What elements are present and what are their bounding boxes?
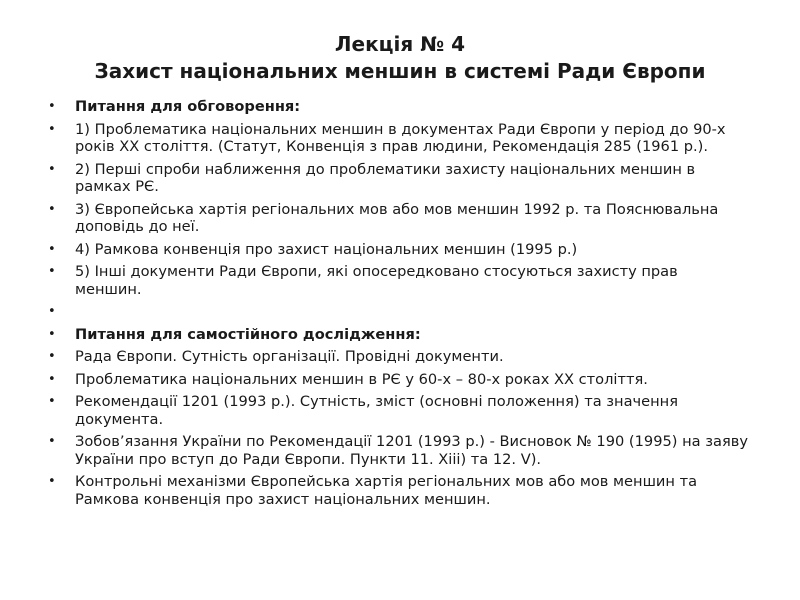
bullet-icon: • (48, 371, 56, 387)
bullet-icon: • (48, 201, 56, 217)
bullet-icon: • (48, 326, 56, 342)
bullet-icon: • (48, 121, 56, 137)
list-item-topic-1 (48, 348, 748, 366)
bullet-icon: • (48, 474, 56, 489)
bullet-icon: • (48, 349, 56, 364)
bullet-icon: • (48, 241, 56, 257)
list-item-empty (48, 303, 748, 321)
list-item-text: Рекомендації 1201 (1993 р.). Сутність, зміст (основні положення) та значення документа. (75, 393, 678, 428)
list-item-text: 3) Європейська хартія регіональних мов або мов меншин 1992 р. та Пояснювальна доповідь до неї. (75, 200, 719, 235)
list-item-self-study-heading (48, 326, 748, 344)
list-item-text: Проблематика національних меншин в РЄ у 60-х – 80-х роках ХХ століття. (75, 370, 648, 388)
bullet-icon: • (48, 161, 56, 177)
list-item-question-3 (48, 201, 748, 236)
list-item-text: Рада Європи. Сутність організації. Провідні документи. (75, 348, 504, 365)
list-item-topic-5 (48, 473, 748, 508)
bullet-icon: • (48, 434, 56, 449)
list-item-text: 1) Проблематика національних меншин в документах Ради Європи у період до 90-х років ХХ століття. (Статут, Конвенція з прав людини, Рекомендація 285 (1961 р.). (75, 120, 726, 155)
list-item-text (75, 303, 748, 321)
title-line-2: Захист національних меншин в системі Ради Європи (94, 59, 706, 83)
list-item-text: 5) Інші документи Ради Європи, які опосередковано стосуються захисту прав меншин. (75, 263, 678, 298)
bullet-list (48, 98, 748, 513)
bullet-icon: • (48, 99, 56, 114)
list-item-text: 2) Перші спроби наближення до проблематики захисту національних меншин в рамках РЄ. (75, 160, 696, 195)
bullet-icon: • (48, 304, 56, 319)
list-item-text: Питання для обговорення: (75, 98, 301, 115)
list-item-text: 4) Рамкова конвенція про захист національних меншин (1995 р.) (75, 240, 578, 258)
list-item-topic-3 (48, 393, 748, 428)
list-item-text: Питання для самостійного дослідження: (75, 325, 421, 343)
list-item-question-1 (48, 121, 748, 156)
list-item-question-2 (48, 161, 748, 196)
slide-title (40, 31, 760, 85)
list-item-text: Контрольні механізми Європейська хартія регіональних мов або мов меншин та Рамкова конвенція про захист національних меншин. (75, 473, 698, 508)
bullet-icon: • (48, 264, 56, 279)
list-item-question-5 (48, 263, 748, 298)
list-item-text: Зобов’язання України по Рекомендації 1201 (1993 р.) - Висновок № 190 (1995) на заяву України про вступ до Ради Європи. Пункти 11. Хііі) та 12. V). (75, 433, 748, 468)
list-item-question-4 (48, 241, 748, 259)
list-item-topic-2 (48, 371, 748, 389)
list-item-topic-4 (48, 433, 748, 468)
title-line-1: Лекція № 4 (334, 32, 466, 56)
bullet-icon: • (48, 394, 56, 409)
list-item-discussion-heading (48, 98, 748, 116)
